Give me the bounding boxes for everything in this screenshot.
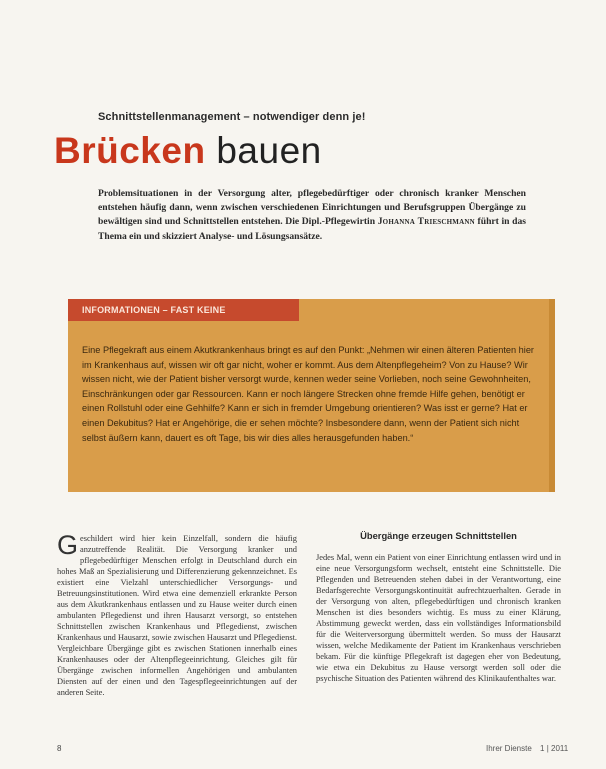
magazine-issue: 1 | 2011 (540, 744, 569, 753)
info-box (68, 299, 555, 492)
drop-cap: G (57, 530, 79, 560)
article-kicker: Schnittstellenmanagement – notwendiger denn je! (98, 111, 366, 123)
article-title (54, 128, 322, 174)
info-box-text: Eine Pflegekraft aus einem Akutkrankenhaus bringt es auf den Punkt: „Nehmen wir einen älteren Patienten hier im Krankenhaus auf, wissen wir oft gar nicht, woher er kommt. Aus dem Altenpflegeheim? Von zu Hause? Wir wissen nicht, wie der Patient bisher versorgt wurde, kennen weder seine Vorlieben, noch seine Gewohnheiten, Einschränkungen oder gar Ressourcen. Kann er noch längere Strecken ohne fremde Hilfe gehen, benötigt er einen Rollstuhl oder eine Gehhilfe? Kann er sich in fremder Umgebung orientieren? Was isst er gerne? Hat er einen Dekubitus? Hat er Angehörige, die er sehen möchte? Insbesondere dann, wenn der Patient sich nicht selbst äußern kann, dauert es oft Tage, bis wir dies alles herausgefunden haben.“ (82, 345, 534, 443)
title-highlight: Brücken (54, 130, 206, 171)
page-number: 8 (57, 744, 62, 753)
lead-text-part2: führt in das Thema ein und skizziert Analyse- und Lösungsansätze. (98, 216, 527, 242)
info-box-heading: INFORMATIONEN – FAST KEINE (68, 299, 299, 321)
body-column-left (57, 530, 297, 698)
title-rest: bauen (216, 130, 322, 171)
footer-separator (532, 744, 540, 753)
lead-text-part1: Problemsituationen in der Versorgung alter, pflegebedürftiger oder chronisch kranker Menschen entstehen häufig dann, wenn zwischen verschiedenen Einrichtungen und Berufsgruppen Übergänge zu bewältigen sind und Schnittstellen entstehen. Die Dipl.-Pflegewirtin (98, 188, 526, 228)
article-lead (98, 187, 526, 244)
body-column-right (316, 552, 561, 684)
body-left-text: eschildert wird hier kein Einzelfall, sondern die häufig anzutreffende Realität. Die Versorgung kranker und pflegebedürftiger Menschen erfolgt in Deutschland durch ein hohes Maß an Spezialisierung und Differenzierung gekennzeichnet. Es existiert eine Vielzahl unterschiedlicher Versorgungs- und Betreuungsinstitutionen. Wird etwa eine demenziell erkrankte Person aus dem Akutkrankenhaus entlassen und zu Hause weiter durch einen ambulanten Pflegedienst und ihren Hausarzt versorgt, so entstehen Schnittstellen zwischen Krankenhaus und Pflegedienst, zwischen Krankenhaus und Hausarzt, sowie zwischen Hausarzt und Pflegedienst. Vergleichbare Übergänge gibt es zwischen Stationen innerhalb eines Krankenhauses oder der Altenpflegeeinrichtung. Gleiches gilt für Übergänge zwischen informellen Angehörigen und ambulanten Diensten auf der einen und den Tagespflegeeinrichtungen auf der anderen Seite. (57, 534, 297, 697)
magazine-name: Ihrer Dienste (486, 744, 532, 753)
lead-author: Johanna Trieschmann (377, 216, 475, 228)
magazine-footer (486, 744, 568, 753)
body-right-text: Jedes Mal, wenn ein Patient von einer Einrichtung entlassen wird und in eine neue Versorgungsform wechselt, entsteht eine Schnittstelle. Die Pflegenden und Betreuenden stehen dabei in der Verantwortung, eine Bedarfsgerechte Versorgungskontinuität aufrechtzuerhalten. Gerade in der Versorgung von alten, pflegebedürftigen und chronisch kranken Menschen ist dies besonders wichtig. Es muss zu einer Klärung, Abstimmung geweckt werden, dass ein vollständiges Informationsbild für die Weiterversorgung übermittelt werden. So muss der Hausarzt wissen, welche Medikamente der Patient im Krankenhaus verschrieben bekam. Für die künftige Pflegekraft ist dagegen eher von Bedeutung, wie etwa ein Dekubitus zu Hause versorgt werden soll oder die psychische Situation des Patienten während des Klinikaufenthaltes war. (316, 553, 561, 683)
section-subheading: Übergänge erzeugen Schnittstellen (360, 530, 517, 541)
